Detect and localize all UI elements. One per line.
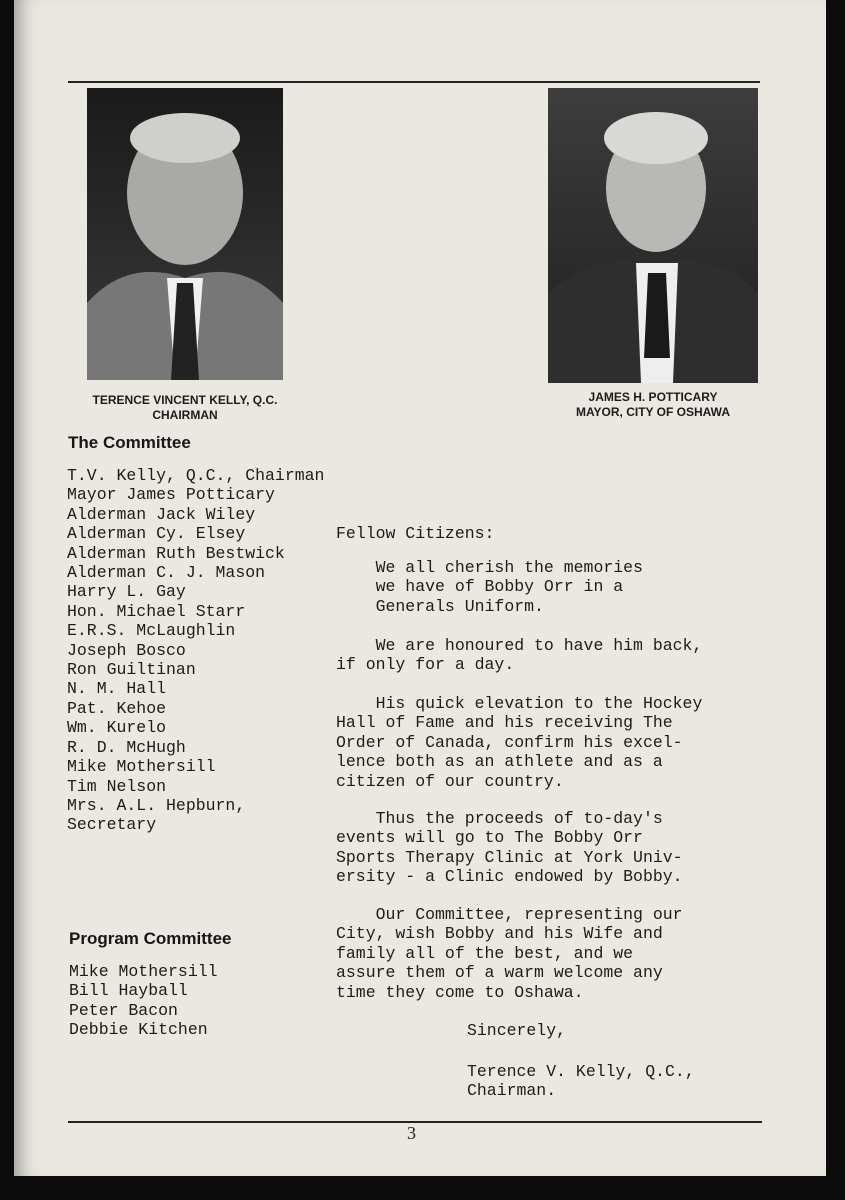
committee-member: Hon. Michael Starr	[67, 601, 246, 621]
letter-paragraph: Thus the proceeds of to-day's events will go to The Bobby Orr Sports Therapy Clinic at York Univ- ersity - a Clinic endowed by Bobby.	[336, 809, 683, 887]
committee-member: Pat. Kehoe	[67, 698, 167, 718]
committee-member: Alderman Ruth Bestwick	[67, 543, 285, 563]
photo-caption-kelly	[67, 393, 303, 423]
committee-member: R. D. McHugh	[67, 737, 186, 757]
program-committee-list	[69, 962, 218, 1040]
committee-member: Mike Mothersill	[67, 757, 216, 777]
committee-member: Mike Mothersill	[69, 962, 218, 981]
committee-member: Ron Guiltinan	[67, 660, 196, 680]
portrait-photo-kelly	[87, 88, 283, 380]
letter-salutation: Fellow Citizens:	[336, 524, 495, 543]
committee-member: E.R.S. McLaughlin	[67, 621, 236, 641]
caption-title: MAYOR, CITY OF OSHAWA	[575, 405, 731, 419]
committee-member: Mayor James Potticary	[67, 485, 275, 505]
committee-member: Debbie Kitchen	[69, 1020, 208, 1040]
page-number: 3	[407, 1123, 416, 1143]
committee-member: Secretary	[67, 815, 157, 835]
letter-closing: Sincerely,	[467, 1021, 567, 1040]
committee-member: Bill Hayball	[69, 981, 188, 1001]
top-rule	[68, 81, 760, 83]
committee-member: Alderman Cy. Elsey	[67, 524, 246, 544]
committee-member: Tim Nelson	[67, 776, 167, 796]
program-committee-heading: Program Committee	[69, 929, 232, 948]
committee-member: T.V. Kelly, Q.C., Chairman	[67, 466, 325, 485]
committee-member: Alderman C. J. Mason	[67, 563, 266, 583]
committee-member: Peter Bacon	[69, 1000, 178, 1020]
committee-member: Harry L. Gay	[67, 582, 186, 602]
committee-member: N. M. Hall	[67, 679, 167, 699]
committee-heading: The Committee	[68, 433, 191, 452]
letter-signature: Terence V. Kelly, Q.C., Chairman.	[467, 1062, 695, 1101]
letter-paragraph: We all cherish the memories we have of Bobby Orr in a Generals Uniform.	[375, 558, 643, 616]
caption-name: TERENCE VINCENT KELLY, Q.C.	[92, 393, 278, 407]
portrait-photo-potticary	[548, 88, 758, 383]
caption-title: CHAIRMAN	[152, 408, 218, 422]
letter-paragraph: Our Committee, representing our City, wish Bobby and his Wife and family all of the best, and we assure them of a warm welcome any time they come to Oshawa.	[336, 905, 683, 1002]
committee-member: Joseph Bosco	[67, 640, 186, 660]
committee-member: Mrs. A.L. Hepburn,	[67, 795, 246, 815]
letter-paragraph: His quick elevation to the Hockey Hall of Fame and his receiving The Order of Canada, confirm his excel- lence both as an athlete and as a citizen of our country.	[336, 694, 703, 791]
committee-member: Wm. Kurelo	[67, 718, 167, 738]
committee-list	[67, 466, 324, 835]
photo-caption-potticary	[533, 390, 773, 420]
letter-paragraph: We are honoured to have him back, if only for a day.	[336, 636, 703, 675]
committee-member: Alderman Jack Wiley	[67, 504, 256, 524]
caption-name: JAMES H. POTTICARY	[588, 390, 718, 404]
program-page	[14, 0, 826, 1176]
